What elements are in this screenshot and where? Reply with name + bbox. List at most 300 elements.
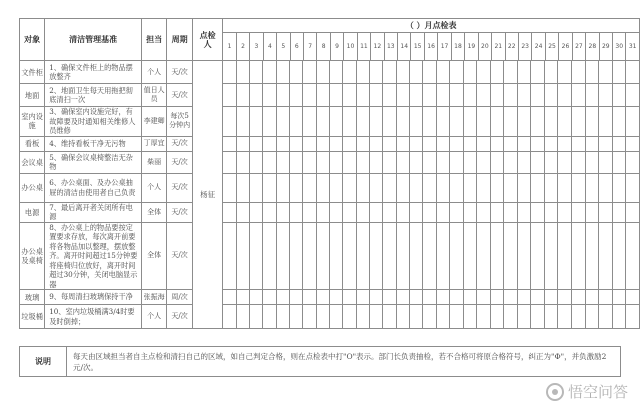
check-cell[interactable]: [303, 290, 316, 305]
check-cell[interactable]: [370, 107, 383, 137]
check-cell[interactable]: [316, 173, 329, 202]
check-cell[interactable]: [450, 290, 464, 305]
check-cell[interactable]: [396, 173, 409, 202]
check-cell[interactable]: [531, 84, 545, 107]
check-cell[interactable]: [504, 107, 518, 137]
check-cell[interactable]: [383, 202, 396, 222]
check-cell[interactable]: [223, 61, 236, 84]
check-cell[interactable]: [263, 151, 276, 173]
check-cell[interactable]: [330, 290, 343, 305]
check-cell[interactable]: [223, 136, 236, 151]
check-cell[interactable]: [303, 202, 316, 222]
check-cell[interactable]: [263, 305, 276, 329]
check-cell[interactable]: [585, 61, 599, 84]
check-cell[interactable]: [383, 84, 396, 107]
check-cell[interactable]: [436, 173, 450, 202]
check-cell[interactable]: [250, 136, 263, 151]
check-cell[interactable]: [370, 136, 383, 151]
check-cell[interactable]: [599, 222, 613, 290]
check-cell[interactable]: [236, 202, 249, 222]
check-cell[interactable]: [571, 107, 585, 137]
check-cell[interactable]: [585, 305, 599, 329]
check-cell[interactable]: [290, 136, 303, 151]
check-cell[interactable]: [423, 305, 436, 329]
check-cell[interactable]: [504, 136, 518, 151]
check-cell[interactable]: [423, 136, 436, 151]
check-cell[interactable]: [236, 136, 249, 151]
check-cell[interactable]: [517, 305, 531, 329]
check-cell[interactable]: [356, 107, 369, 137]
check-cell[interactable]: [517, 136, 531, 151]
check-cell[interactable]: [571, 84, 585, 107]
check-cell[interactable]: [276, 107, 289, 137]
check-cell[interactable]: [558, 151, 572, 173]
check-cell[interactable]: [276, 222, 289, 290]
check-cell[interactable]: [316, 305, 329, 329]
check-cell[interactable]: [558, 136, 572, 151]
check-cell[interactable]: [436, 290, 450, 305]
check-cell[interactable]: [531, 202, 545, 222]
check-cell[interactable]: [303, 61, 316, 84]
check-cell[interactable]: [626, 136, 640, 151]
check-cell[interactable]: [463, 61, 477, 84]
check-cell[interactable]: [383, 222, 396, 290]
check-cell[interactable]: [463, 222, 477, 290]
check-cell[interactable]: [531, 305, 545, 329]
check-cell[interactable]: [558, 290, 572, 305]
check-cell[interactable]: [531, 222, 545, 290]
check-cell[interactable]: [250, 222, 263, 290]
check-cell[interactable]: [330, 222, 343, 290]
check-cell[interactable]: [490, 305, 504, 329]
check-cell[interactable]: [544, 305, 558, 329]
check-cell[interactable]: [463, 305, 477, 329]
check-cell[interactable]: [396, 151, 409, 173]
check-cell[interactable]: [356, 173, 369, 202]
check-cell[interactable]: [276, 84, 289, 107]
check-cell[interactable]: [599, 61, 613, 84]
check-cell[interactable]: [250, 305, 263, 329]
check-cell[interactable]: [396, 84, 409, 107]
check-cell[interactable]: [383, 61, 396, 84]
check-cell[interactable]: [410, 136, 423, 151]
check-cell[interactable]: [330, 61, 343, 84]
check-cell[interactable]: [236, 222, 249, 290]
check-cell[interactable]: [544, 222, 558, 290]
check-cell[interactable]: [316, 61, 329, 84]
check-cell[interactable]: [558, 61, 572, 84]
check-cell[interactable]: [263, 222, 276, 290]
check-cell[interactable]: [490, 202, 504, 222]
check-cell[interactable]: [370, 222, 383, 290]
check-cell[interactable]: [410, 173, 423, 202]
check-cell[interactable]: [276, 305, 289, 329]
check-cell[interactable]: [236, 305, 249, 329]
check-cell[interactable]: [490, 290, 504, 305]
check-cell[interactable]: [477, 290, 491, 305]
check-cell[interactable]: [250, 84, 263, 107]
check-cell[interactable]: [250, 151, 263, 173]
check-cell[interactable]: [612, 222, 626, 290]
check-cell[interactable]: [236, 151, 249, 173]
check-cell[interactable]: [599, 107, 613, 137]
check-cell[interactable]: [423, 202, 436, 222]
check-cell[interactable]: [330, 136, 343, 151]
check-cell[interactable]: [290, 305, 303, 329]
check-cell[interactable]: [343, 173, 356, 202]
check-cell[interactable]: [558, 202, 572, 222]
check-cell[interactable]: [330, 107, 343, 137]
check-cell[interactable]: [612, 84, 626, 107]
check-cell[interactable]: [612, 61, 626, 84]
check-cell[interactable]: [585, 84, 599, 107]
check-cell[interactable]: [396, 305, 409, 329]
check-cell[interactable]: [383, 107, 396, 137]
check-cell[interactable]: [423, 61, 436, 84]
check-cell[interactable]: [463, 84, 477, 107]
check-cell[interactable]: [490, 222, 504, 290]
check-cell[interactable]: [303, 136, 316, 151]
check-cell[interactable]: [504, 61, 518, 84]
check-cell[interactable]: [531, 290, 545, 305]
check-cell[interactable]: [544, 136, 558, 151]
check-cell[interactable]: [316, 84, 329, 107]
check-cell[interactable]: [517, 202, 531, 222]
check-cell[interactable]: [276, 173, 289, 202]
check-cell[interactable]: [531, 136, 545, 151]
check-cell[interactable]: [626, 173, 640, 202]
check-cell[interactable]: [383, 151, 396, 173]
check-cell[interactable]: [236, 290, 249, 305]
check-cell[interactable]: [356, 151, 369, 173]
check-cell[interactable]: [343, 151, 356, 173]
check-cell[interactable]: [370, 151, 383, 173]
check-cell[interactable]: [263, 84, 276, 107]
check-cell[interactable]: [504, 84, 518, 107]
check-cell[interactable]: [490, 136, 504, 151]
check-cell[interactable]: [626, 290, 640, 305]
check-cell[interactable]: [450, 173, 464, 202]
check-cell[interactable]: [250, 173, 263, 202]
check-cell[interactable]: [303, 222, 316, 290]
check-cell[interactable]: [450, 136, 464, 151]
check-cell[interactable]: [410, 305, 423, 329]
check-cell[interactable]: [223, 84, 236, 107]
check-cell[interactable]: [463, 107, 477, 137]
check-cell[interactable]: [410, 61, 423, 84]
check-cell[interactable]: [343, 305, 356, 329]
check-cell[interactable]: [477, 202, 491, 222]
check-cell[interactable]: [517, 61, 531, 84]
check-cell[interactable]: [585, 151, 599, 173]
check-cell[interactable]: [571, 173, 585, 202]
check-cell[interactable]: [410, 151, 423, 173]
check-cell[interactable]: [396, 202, 409, 222]
check-cell[interactable]: [463, 290, 477, 305]
check-cell[interactable]: [263, 136, 276, 151]
check-cell[interactable]: [290, 290, 303, 305]
check-cell[interactable]: [626, 151, 640, 173]
check-cell[interactable]: [490, 84, 504, 107]
check-cell[interactable]: [504, 202, 518, 222]
check-cell[interactable]: [504, 173, 518, 202]
check-cell[interactable]: [263, 61, 276, 84]
check-cell[interactable]: [463, 173, 477, 202]
check-cell[interactable]: [423, 84, 436, 107]
check-cell[interactable]: [626, 61, 640, 84]
check-cell[interactable]: [356, 202, 369, 222]
check-cell[interactable]: [316, 290, 329, 305]
check-cell[interactable]: [612, 107, 626, 137]
check-cell[interactable]: [343, 61, 356, 84]
check-cell[interactable]: [423, 151, 436, 173]
check-cell[interactable]: [504, 151, 518, 173]
check-cell[interactable]: [477, 107, 491, 137]
check-cell[interactable]: [599, 173, 613, 202]
check-cell[interactable]: [558, 305, 572, 329]
check-cell[interactable]: [612, 151, 626, 173]
check-cell[interactable]: [370, 173, 383, 202]
check-cell[interactable]: [517, 173, 531, 202]
check-cell[interactable]: [290, 61, 303, 84]
check-cell[interactable]: [612, 202, 626, 222]
check-cell[interactable]: [263, 290, 276, 305]
check-cell[interactable]: [558, 84, 572, 107]
check-cell[interactable]: [250, 107, 263, 137]
check-cell[interactable]: [626, 107, 640, 137]
check-cell[interactable]: [531, 151, 545, 173]
check-cell[interactable]: [490, 151, 504, 173]
check-cell[interactable]: [531, 173, 545, 202]
check-cell[interactable]: [356, 84, 369, 107]
check-cell[interactable]: [316, 136, 329, 151]
check-cell[interactable]: [356, 222, 369, 290]
check-cell[interactable]: [477, 222, 491, 290]
check-cell[interactable]: [383, 173, 396, 202]
check-cell[interactable]: [517, 107, 531, 137]
check-cell[interactable]: [544, 61, 558, 84]
check-cell[interactable]: [223, 107, 236, 137]
check-cell[interactable]: [626, 222, 640, 290]
check-cell[interactable]: [544, 107, 558, 137]
check-cell[interactable]: [571, 290, 585, 305]
check-cell[interactable]: [463, 136, 477, 151]
check-cell[interactable]: [517, 290, 531, 305]
check-cell[interactable]: [356, 61, 369, 84]
check-cell[interactable]: [463, 202, 477, 222]
check-cell[interactable]: [263, 107, 276, 137]
check-cell[interactable]: [410, 222, 423, 290]
check-cell[interactable]: [303, 84, 316, 107]
check-cell[interactable]: [612, 173, 626, 202]
check-cell[interactable]: [599, 136, 613, 151]
check-cell[interactable]: [450, 222, 464, 290]
check-cell[interactable]: [490, 173, 504, 202]
check-cell[interactable]: [343, 202, 356, 222]
check-cell[interactable]: [303, 173, 316, 202]
check-cell[interactable]: [383, 136, 396, 151]
check-cell[interactable]: [612, 290, 626, 305]
check-cell[interactable]: [612, 136, 626, 151]
check-cell[interactable]: [531, 107, 545, 137]
check-cell[interactable]: [517, 84, 531, 107]
check-cell[interactable]: [316, 202, 329, 222]
check-cell[interactable]: [490, 107, 504, 137]
check-cell[interactable]: [585, 136, 599, 151]
check-cell[interactable]: [236, 173, 249, 202]
check-cell[interactable]: [383, 290, 396, 305]
check-cell[interactable]: [290, 151, 303, 173]
check-cell[interactable]: [410, 84, 423, 107]
check-cell[interactable]: [571, 202, 585, 222]
check-cell[interactable]: [250, 290, 263, 305]
check-cell[interactable]: [450, 202, 464, 222]
check-cell[interactable]: [396, 222, 409, 290]
check-cell[interactable]: [396, 136, 409, 151]
check-cell[interactable]: [450, 61, 464, 84]
check-cell[interactable]: [599, 202, 613, 222]
check-cell[interactable]: [236, 84, 249, 107]
check-cell[interactable]: [585, 290, 599, 305]
check-cell[interactable]: [436, 202, 450, 222]
check-cell[interactable]: [316, 222, 329, 290]
check-cell[interactable]: [223, 173, 236, 202]
check-cell[interactable]: [236, 61, 249, 84]
check-cell[interactable]: [263, 202, 276, 222]
check-cell[interactable]: [477, 136, 491, 151]
check-cell[interactable]: [571, 151, 585, 173]
check-cell[interactable]: [544, 202, 558, 222]
check-cell[interactable]: [585, 107, 599, 137]
check-cell[interactable]: [370, 305, 383, 329]
check-cell[interactable]: [290, 222, 303, 290]
check-cell[interactable]: [343, 84, 356, 107]
check-cell[interactable]: [356, 290, 369, 305]
check-cell[interactable]: [612, 305, 626, 329]
check-cell[interactable]: [477, 173, 491, 202]
check-cell[interactable]: [330, 202, 343, 222]
check-cell[interactable]: [223, 305, 236, 329]
check-cell[interactable]: [517, 151, 531, 173]
check-cell[interactable]: [343, 107, 356, 137]
check-cell[interactable]: [223, 151, 236, 173]
check-cell[interactable]: [370, 61, 383, 84]
check-cell[interactable]: [290, 202, 303, 222]
check-cell[interactable]: [504, 290, 518, 305]
check-cell[interactable]: [356, 305, 369, 329]
check-cell[interactable]: [544, 290, 558, 305]
check-cell[interactable]: [517, 222, 531, 290]
check-cell[interactable]: [436, 305, 450, 329]
check-cell[interactable]: [585, 202, 599, 222]
check-cell[interactable]: [383, 305, 396, 329]
check-cell[interactable]: [450, 84, 464, 107]
check-cell[interactable]: [626, 84, 640, 107]
check-cell[interactable]: [436, 136, 450, 151]
check-cell[interactable]: [436, 222, 450, 290]
check-cell[interactable]: [343, 222, 356, 290]
check-cell[interactable]: [450, 305, 464, 329]
check-cell[interactable]: [558, 107, 572, 137]
check-cell[interactable]: [343, 290, 356, 305]
check-cell[interactable]: [263, 173, 276, 202]
check-cell[interactable]: [290, 84, 303, 107]
check-cell[interactable]: [396, 61, 409, 84]
check-cell[interactable]: [343, 136, 356, 151]
check-cell[interactable]: [599, 151, 613, 173]
check-cell[interactable]: [276, 151, 289, 173]
check-cell[interactable]: [223, 222, 236, 290]
check-cell[interactable]: [585, 222, 599, 290]
check-cell[interactable]: [436, 151, 450, 173]
check-cell[interactable]: [330, 84, 343, 107]
check-cell[interactable]: [423, 290, 436, 305]
check-cell[interactable]: [599, 290, 613, 305]
check-cell[interactable]: [571, 305, 585, 329]
check-cell[interactable]: [276, 61, 289, 84]
check-cell[interactable]: [463, 151, 477, 173]
check-cell[interactable]: [531, 61, 545, 84]
check-cell[interactable]: [303, 151, 316, 173]
check-cell[interactable]: [544, 173, 558, 202]
check-cell[interactable]: [490, 61, 504, 84]
check-cell[interactable]: [477, 305, 491, 329]
check-cell[interactable]: [599, 84, 613, 107]
check-cell[interactable]: [290, 173, 303, 202]
check-cell[interactable]: [436, 84, 450, 107]
check-cell[interactable]: [330, 151, 343, 173]
check-cell[interactable]: [477, 84, 491, 107]
check-cell[interactable]: [571, 61, 585, 84]
check-cell[interactable]: [330, 173, 343, 202]
check-cell[interactable]: [396, 290, 409, 305]
check-cell[interactable]: [571, 222, 585, 290]
check-cell[interactable]: [276, 202, 289, 222]
check-cell[interactable]: [423, 173, 436, 202]
check-cell[interactable]: [626, 305, 640, 329]
check-cell[interactable]: [303, 305, 316, 329]
check-cell[interactable]: [250, 202, 263, 222]
check-cell[interactable]: [436, 61, 450, 84]
check-cell[interactable]: [544, 151, 558, 173]
check-cell[interactable]: [558, 222, 572, 290]
check-cell[interactable]: [330, 305, 343, 329]
check-cell[interactable]: [250, 61, 263, 84]
check-cell[interactable]: [303, 107, 316, 137]
check-cell[interactable]: [223, 290, 236, 305]
check-cell[interactable]: [410, 290, 423, 305]
check-cell[interactable]: [626, 202, 640, 222]
check-cell[interactable]: [504, 222, 518, 290]
check-cell[interactable]: [558, 173, 572, 202]
check-cell[interactable]: [504, 305, 518, 329]
check-cell[interactable]: [370, 84, 383, 107]
check-cell[interactable]: [599, 305, 613, 329]
check-cell[interactable]: [316, 107, 329, 137]
check-cell[interactable]: [423, 222, 436, 290]
check-cell[interactable]: [450, 151, 464, 173]
check-cell[interactable]: [436, 107, 450, 137]
check-cell[interactable]: [276, 136, 289, 151]
check-cell[interactable]: [356, 136, 369, 151]
check-cell[interactable]: [396, 107, 409, 137]
check-cell[interactable]: [370, 290, 383, 305]
check-cell[interactable]: [585, 173, 599, 202]
check-cell[interactable]: [450, 107, 464, 137]
check-cell[interactable]: [423, 107, 436, 137]
check-cell[interactable]: [477, 61, 491, 84]
check-cell[interactable]: [276, 290, 289, 305]
